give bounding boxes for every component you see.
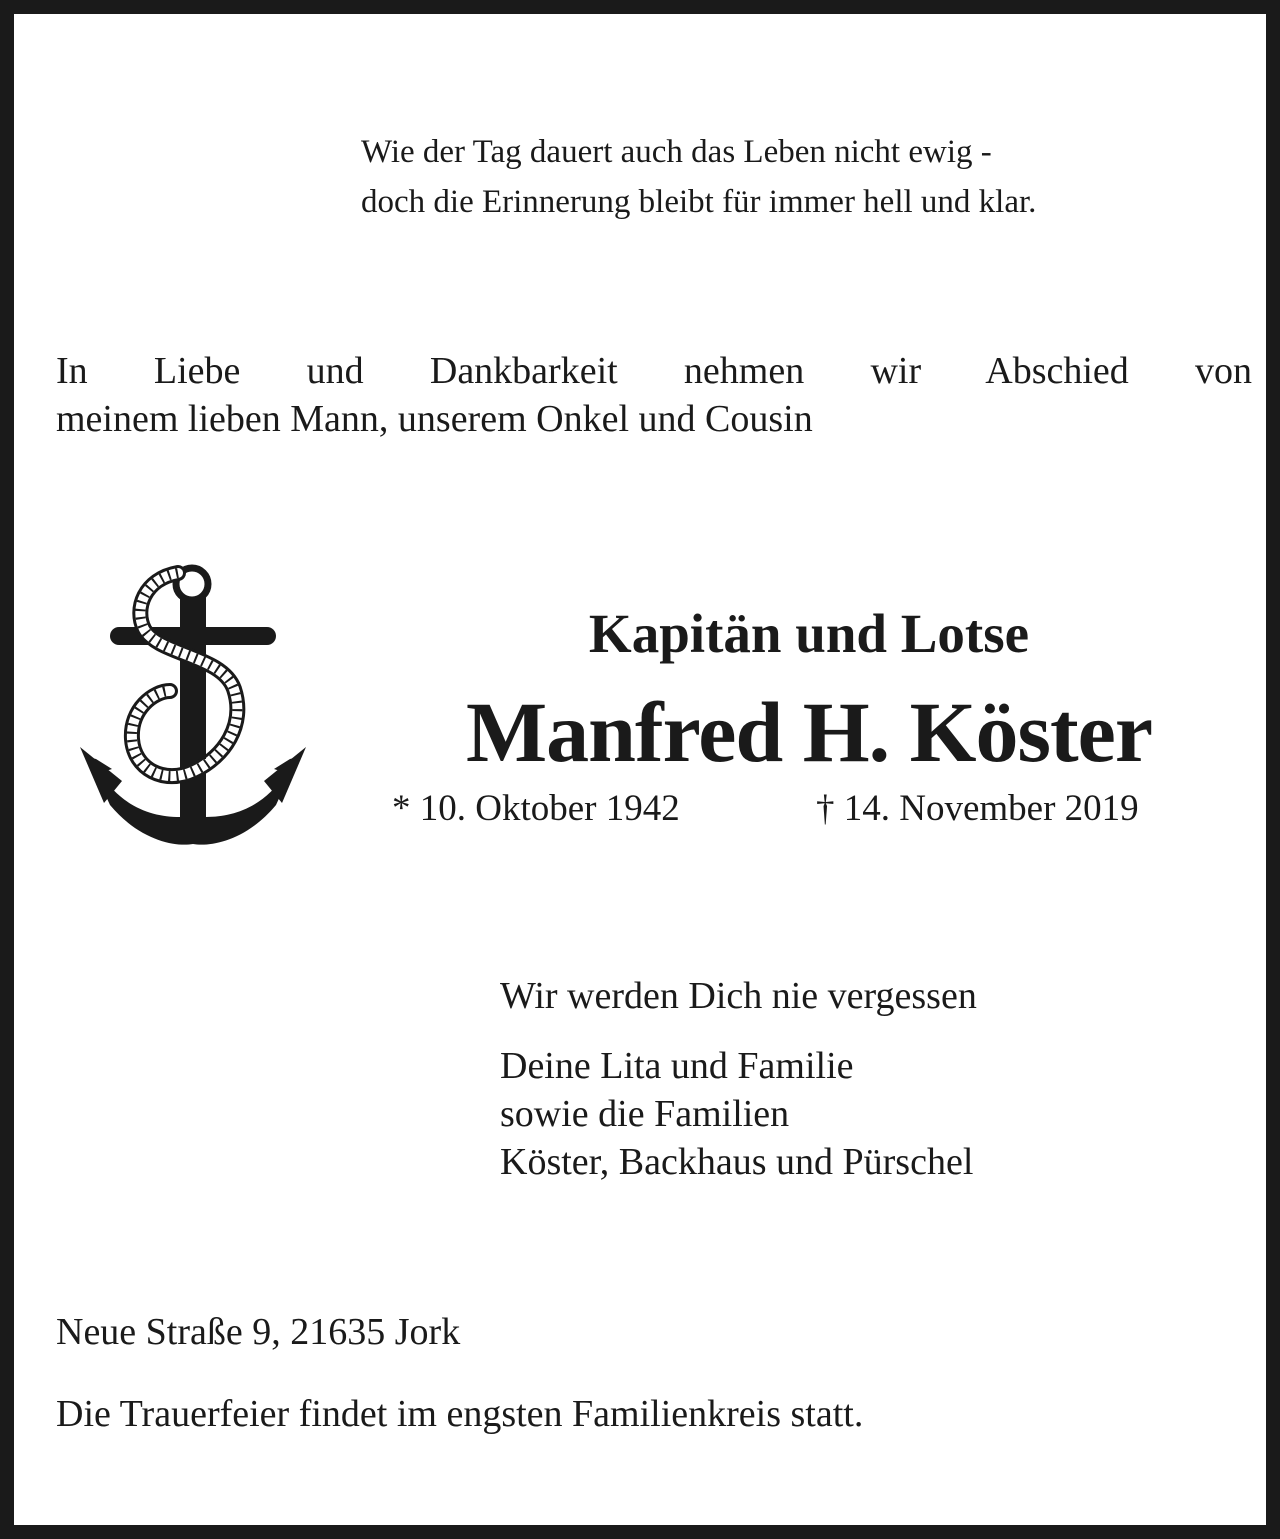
intro-word: von [1195,350,1253,392]
ceremony-note: Die Trauerfeier findet im engsten Familienkreis statt. [56,1393,864,1435]
remembrance-line: Wir werden Dich nie vergessen [500,975,977,1017]
death-date: † 14. November 2019 [816,788,1139,829]
epigraph-quote [361,127,1261,227]
intro-word: In [56,350,88,392]
intro-word: Dankbarkeit [429,350,618,392]
family-line: sowie die Familien [500,1093,790,1135]
family-signature [500,1042,973,1186]
intro-word: Liebe [153,350,241,392]
deceased-title: Kapitän und Lotse [588,603,1030,664]
intro-line-2: meinem lieben Mann, unserem Onkel und Cousin [56,398,813,440]
address: Neue Straße 9, 21635 Jork [56,1311,461,1353]
intro-paragraph [56,347,1252,443]
intro-word: wir [870,350,922,392]
family-line: Deine Lita und Familie [500,1045,854,1087]
intro-line-1 [56,347,1252,395]
family-line: Köster, Backhaus und Pürschel [500,1141,974,1183]
anchor-with-rope-icon [74,559,314,849]
birth-date: * 10. Oktober 1942 [392,788,680,829]
intro-word: nehmen [683,350,805,392]
quote-line-1: Wie der Tag dauert auch das Leben nicht ewig - [361,134,992,170]
intro-word: und [306,350,364,392]
deceased-name: Manfred H. Köster [466,684,1152,780]
intro-word: Abschied [985,350,1129,392]
quote-line-2: doch die Erinnerung bleibt für immer hell und klar. [361,184,1037,220]
